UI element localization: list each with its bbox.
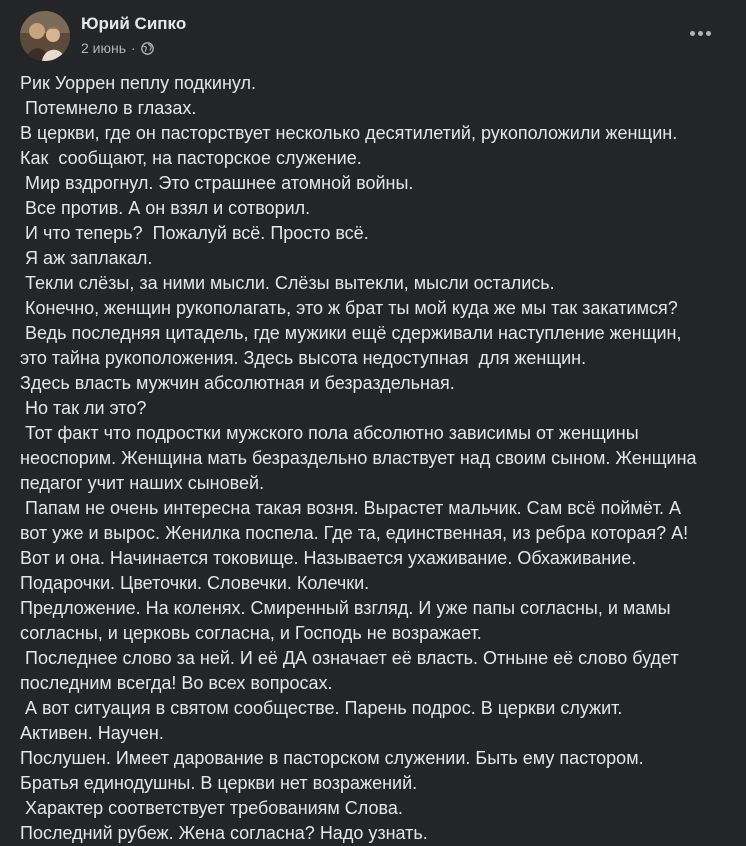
post-text-line: Папам не очень интересна такая возня. Вырастет мальчик. Сам всё поймёт. А [20, 498, 682, 518]
post-text-line: Последний рубеж. Жена согласна? Надо узнать. [20, 823, 428, 843]
globe-icon[interactable] [141, 42, 154, 55]
more-options-icon[interactable] [682, 21, 718, 45]
post-text-line: Подарочки. Цветочки. Словечки. Колечки. [20, 573, 370, 593]
post-text-line: Тот факт что подростки мужского пола абсолютно зависимы от женщины [20, 423, 639, 443]
post-text-line: В церкви, где он пасторствует несколько десятилетий, рукоположили женщин. [20, 123, 678, 143]
post-text-line: согласны, и церковь согласна, и Господь не возражает. [20, 623, 482, 643]
post-header [20, 11, 726, 61]
post-text-line: Рик Уоррен пеплу подкинул. [20, 73, 257, 93]
post-text-line: И что теперь? Пожалуй всё. Просто всё. [20, 223, 369, 243]
post-text-line: Текли слёзы, за ними мысли. Слёзы вытекли, мысли остались. [20, 273, 555, 293]
post-text-line: Я аж заплакал. [20, 248, 153, 268]
post-text-line: Характер соответствует требованиям Слова. [20, 798, 403, 818]
author-name[interactable]: Юрий Сипко [81, 14, 187, 33]
post-meta [81, 40, 154, 56]
avatar[interactable] [20, 11, 70, 61]
post-text-line: педагог учит наших сыновей. [20, 473, 265, 493]
post-text-line: Предложение. На коленях. Смиренный взгляд. И уже папы согласны, и мамы [20, 598, 671, 618]
post-text-line: Мир вздрогнул. Это страшнее атомной войны. [20, 173, 414, 193]
post-date[interactable]: 2 июнь [81, 40, 127, 56]
post-text-line: Послушен. Имеет дарование в пасторском служении. Быть ему пастором. [20, 748, 644, 768]
post-text-line: Активен. Научен. [20, 723, 164, 743]
post-text-line: Последнее слово за ней. И её ДА означает её власть. Отныне её слово будет [20, 648, 679, 668]
post-text-line: Братья единодушны. В церкви нет возражений. [20, 773, 418, 793]
post-text-line: А вот ситуация в святом сообществе. Парень подрос. В церкви служит. [20, 698, 623, 718]
post-text-line: неоспорим. Женщина мать безраздельно властвует над своим сыном. Женщина [20, 448, 697, 468]
post-text-line: Потемнело в глазах. [20, 98, 197, 118]
post-text-line: Все против. А он взял и сотворил. [20, 198, 311, 218]
post-text-line: Здесь власть мужчин абсолютная и безраздельная. [20, 373, 455, 393]
post-text-line: это тайна рукоположения. Здесь высота недоступная для женщин. [20, 348, 587, 368]
post-text-line: Как сообщают, на пасторское служение. [20, 148, 362, 168]
post-text-line: вот уже и вырос. Женилка поспела. Где та, единственная, из ребра которая? А! [20, 523, 689, 543]
post-text-line: последним всегда! Во всех вопросах. [20, 673, 333, 693]
post-text [20, 71, 732, 846]
post-text-line: Но так ли это? [20, 398, 147, 418]
meta-separator: · [131, 40, 136, 56]
post-text-line: Вот и она. Начинается токовище. Называется ухаживание. Обхаживание. [20, 548, 637, 568]
post-text-line: Ведь последняя цитадель, где мужики ещё сдерживали наступление женщин, [20, 323, 682, 343]
post-text-line: Конечно, женщин рукополагать, это ж брат ты мой куда же мы так закатимся? [20, 298, 678, 318]
